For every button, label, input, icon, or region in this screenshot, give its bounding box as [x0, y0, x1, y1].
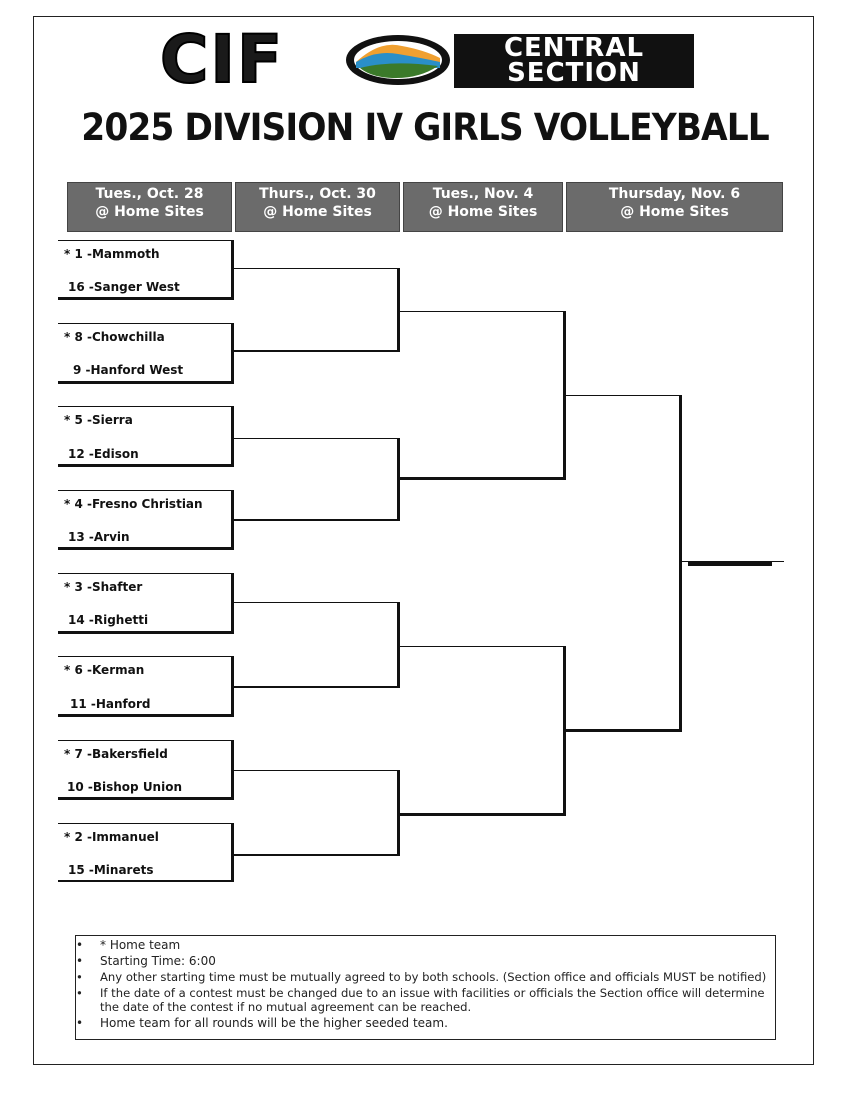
round-header-3 — [403, 182, 563, 232]
bracket-line — [58, 880, 234, 882]
bracket-line — [400, 813, 566, 816]
team-slot: * 6 -Kerman — [64, 663, 145, 677]
logo-central-section — [454, 34, 694, 88]
bracket-line — [58, 797, 234, 800]
team-slot: * 7 -Bakersfield — [64, 747, 168, 761]
bracket-line — [234, 350, 400, 352]
round-header-site: @ Home Sites — [95, 204, 204, 220]
round-header-4 — [566, 182, 783, 232]
bracket-line — [58, 490, 234, 491]
round-header-site: @ Home Sites — [428, 204, 538, 220]
round-header-date: Thurs., Oct. 30 — [259, 186, 376, 202]
bracket-line — [400, 311, 566, 312]
bracket-line — [566, 395, 682, 396]
bracket-line — [231, 823, 234, 882]
bracket-line — [231, 323, 234, 384]
note-text: Any other starting time must be mutually agreed to by both schools. (Section office and officials MUST be notified) — [100, 970, 767, 984]
bracket-line — [58, 714, 234, 717]
round-header-date: Thursday, Nov. 6 — [608, 186, 741, 202]
notes-box — [75, 935, 776, 1040]
team-slot: 10 -Bishop Union — [67, 780, 183, 794]
note-item — [76, 954, 775, 968]
team-slot: * 1 -Mammoth — [64, 247, 160, 261]
bracket-line — [234, 854, 400, 856]
team-slot: * 8 -Chowchilla — [64, 330, 165, 344]
bracket-line — [234, 770, 400, 771]
bracket-line — [234, 602, 400, 603]
logo-line-2: SECTION — [507, 58, 641, 88]
bracket-line — [397, 602, 400, 688]
bracket-line — [234, 438, 400, 439]
bracket-line — [234, 268, 400, 269]
note-text: * Home team — [100, 938, 181, 952]
round-header-site: @ Home Sites — [263, 204, 372, 220]
bullet-icon: • — [76, 938, 84, 952]
cif-central-section-logo — [160, 21, 694, 98]
team-slot: * 3 -Shafter — [64, 580, 143, 594]
mountain-swoosh-icon — [340, 32, 452, 88]
bracket-line — [58, 740, 234, 741]
bracket-line — [234, 519, 400, 521]
bullet-icon: • — [76, 986, 83, 1000]
team-slot: * 2 -Immanuel — [64, 830, 159, 844]
round-header-site: @ Home Sites — [620, 204, 729, 220]
bullet-icon: • — [76, 970, 83, 984]
note-item — [76, 1016, 775, 1030]
bracket-line — [231, 406, 234, 467]
bracket-line — [234, 686, 400, 688]
team-slot: 9 -Hanford West — [73, 363, 184, 377]
bracket-line — [58, 573, 234, 574]
bracket-line — [58, 547, 234, 550]
bracket-line — [400, 646, 566, 647]
note-text: Starting Time: 6:00 — [100, 954, 216, 968]
team-slot: 12 -Edison — [68, 447, 139, 461]
page-frame — [33, 16, 814, 1065]
bracket-line — [58, 323, 234, 324]
round-header-date: Tues., Nov. 4 — [432, 186, 534, 202]
champion-line-bold — [688, 562, 772, 566]
bracket-line — [58, 406, 234, 407]
round-header-1 — [67, 182, 232, 232]
bracket-line — [58, 381, 234, 384]
note-item — [76, 986, 775, 1014]
bracket-line — [231, 240, 234, 300]
team-slot: * 4 -Fresno Christian — [64, 497, 203, 511]
round-header-date: Tues., Oct. 28 — [95, 186, 204, 202]
note-text: Home team for all rounds will be the higher seeded team. — [100, 1016, 448, 1030]
team-slot: 13 -Arvin — [68, 530, 130, 544]
team-slot: * 5 -Sierra — [64, 413, 133, 427]
round-header-2 — [235, 182, 400, 232]
team-slot: 11 -Hanford — [70, 697, 151, 711]
team-slot: 15 -Minarets — [68, 863, 154, 877]
bracket-line — [679, 395, 682, 732]
bullet-icon: • — [76, 954, 84, 968]
team-slot: 14 -Righetti — [68, 613, 149, 627]
bracket-line — [58, 464, 234, 467]
note-text: If the date of a contest must be changed due to an issue with facilities or officials the Section office will determine the date of the contest if no mutual agreement can be reached. — [100, 986, 765, 1014]
bracket-line — [58, 297, 234, 300]
bracket-line — [231, 573, 234, 634]
bullet-icon: • — [76, 1016, 84, 1030]
team-slot: 16 -Sanger West — [68, 280, 180, 294]
bracket-line — [400, 477, 566, 480]
page-title: 2025 DIVISION IV GIRLS VOLLEYBALL — [81, 106, 769, 149]
bracket-line — [58, 240, 234, 241]
note-item — [76, 938, 775, 952]
logo-letters: CIF — [160, 21, 285, 98]
bracket-line — [397, 268, 400, 352]
note-item — [76, 970, 775, 984]
logo-line-1: CENTRAL — [503, 33, 645, 63]
bracket-line — [566, 729, 682, 732]
bracket-line — [58, 631, 234, 634]
bracket-line — [58, 823, 234, 824]
bracket-line — [58, 656, 234, 657]
